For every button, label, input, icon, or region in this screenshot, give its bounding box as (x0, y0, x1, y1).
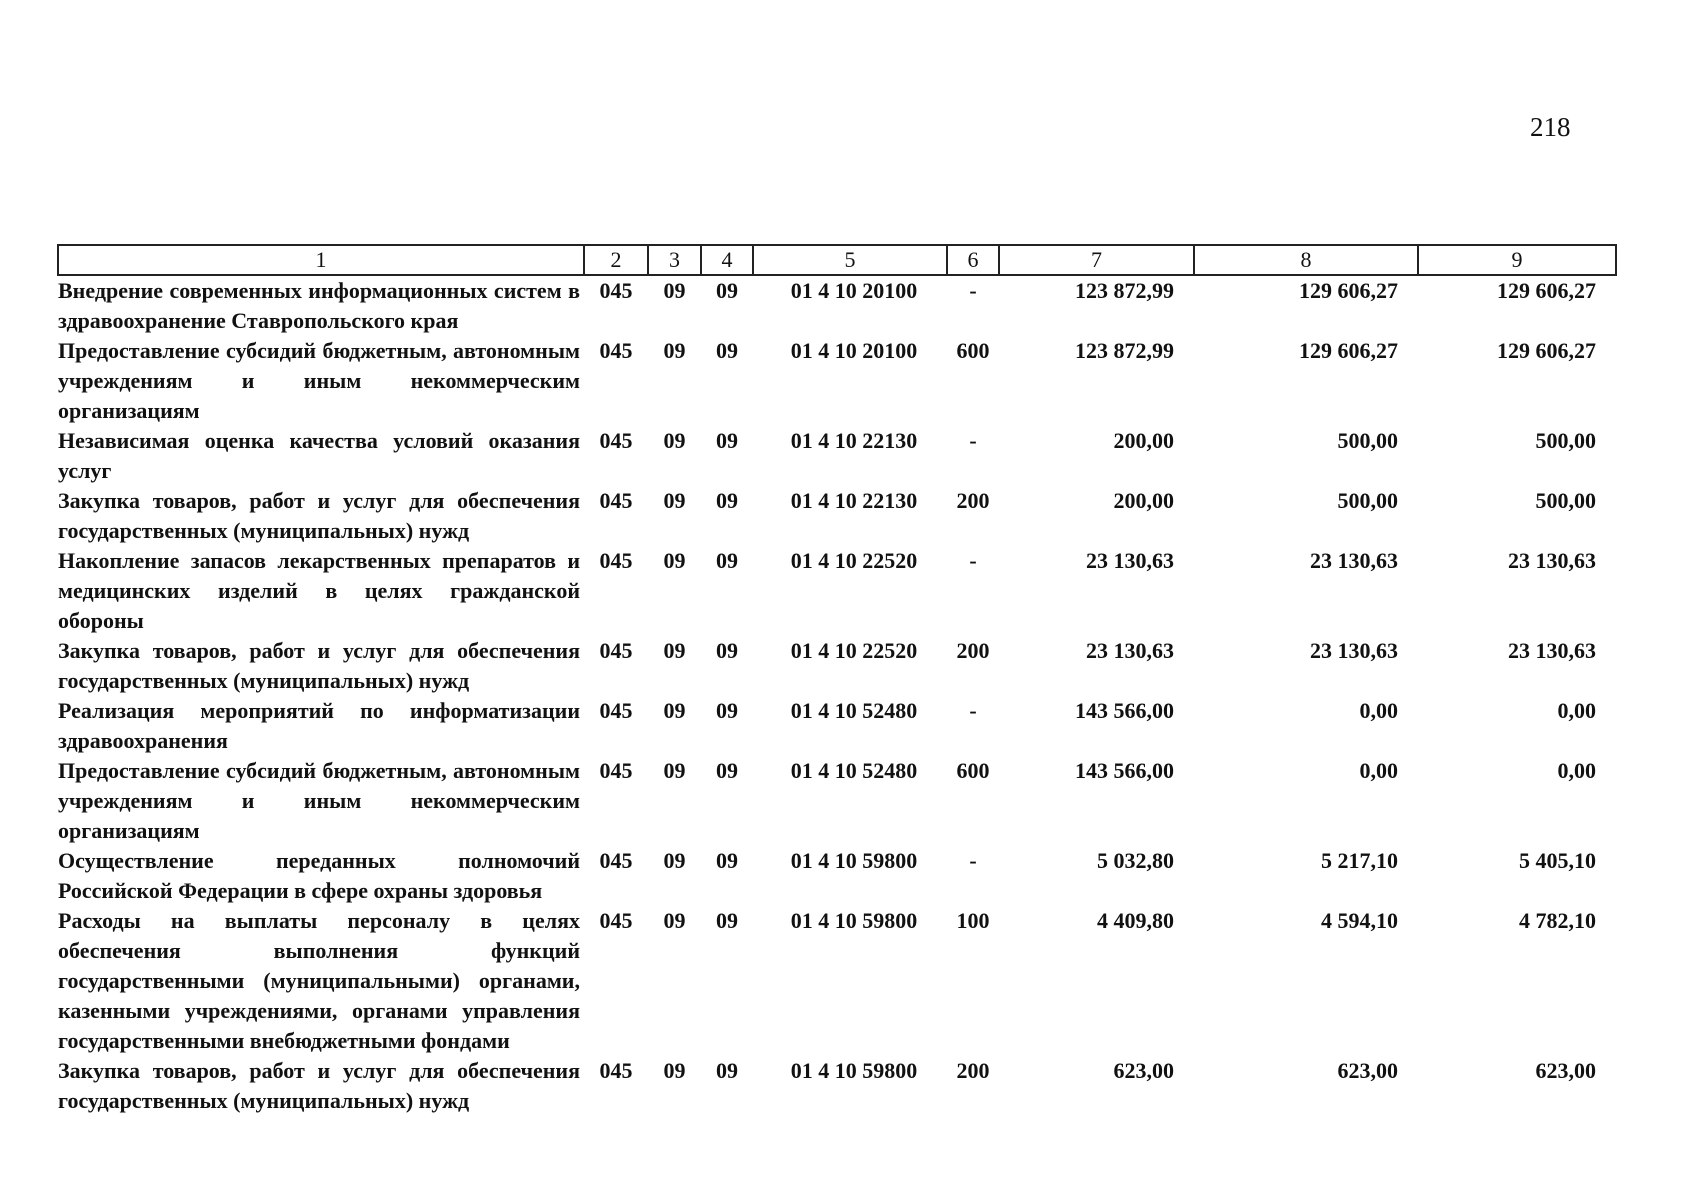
table-row (58, 1056, 1616, 1116)
table-row (58, 756, 1616, 846)
page-number: 218 (1530, 112, 1571, 142)
header-row (58, 245, 1616, 275)
cell-col-4: 09 (716, 278, 738, 303)
cell-col-7: 143 566,00 (1075, 758, 1174, 783)
cell-col-9: 0,00 (1557, 758, 1596, 783)
cell-col-7: 23 130,63 (1086, 548, 1174, 573)
cell-col-5: 01 4 10 59800 (790, 908, 918, 933)
cell-col-9: 23 130,63 (1508, 548, 1596, 573)
table-row (58, 546, 1616, 636)
cell-col-3: 09 (663, 758, 686, 783)
cell-col-5: 01 4 10 52480 (790, 758, 918, 783)
cell-col-2: 045 (599, 1058, 633, 1083)
cell-col-7: 143 566,00 (1075, 698, 1174, 723)
cell-col-9: 23 130,63 (1508, 638, 1596, 663)
table-row (58, 636, 1616, 696)
cell-col-5: 01 4 10 20100 (790, 338, 918, 363)
cell-col-6: - (969, 548, 977, 573)
table-row (58, 426, 1616, 486)
cell-col-3: 09 (663, 698, 686, 723)
header-col-5: 5 (753, 245, 947, 275)
cell-col-5: 01 4 10 22520 (790, 638, 918, 663)
cell-col-2: 045 (599, 848, 633, 873)
cell-col-3: 09 (663, 278, 686, 303)
cell-col-2: 045 (599, 488, 633, 513)
cell-col-2: 045 (599, 758, 633, 783)
cell-col-8: 623,00 (1337, 1058, 1398, 1083)
table-row (58, 336, 1616, 426)
cell-col-5: 01 4 10 59800 (790, 848, 918, 873)
cell-col-8: 23 130,63 (1310, 548, 1398, 573)
cell-col-6: 200 (956, 638, 990, 663)
cell-col-4: 09 (716, 488, 738, 513)
cell-name: Независимая оценка качества условий оказания услуг (58, 428, 580, 483)
cell-col-8: 4 594,10 (1321, 908, 1398, 933)
cell-name: Реализация мероприятий по информатизации здравоохранения (58, 698, 580, 753)
cell-name: Накопление запасов лекарственных препаратов и медицинских изделий в целях гражданской обороны (58, 548, 580, 633)
cell-col-5: 01 4 10 59800 (790, 1058, 918, 1083)
cell-col-4: 09 (716, 338, 738, 363)
cell-col-3: 09 (663, 1058, 686, 1083)
header-col-1: 1 (58, 245, 584, 275)
cell-col-7: 5 032,80 (1097, 848, 1174, 873)
cell-col-5: 01 4 10 52480 (790, 698, 918, 723)
cell-col-7: 200,00 (1113, 488, 1174, 513)
cell-col-4: 09 (716, 908, 738, 933)
cell-name: Расходы на выплаты персоналу в целях обеспечения выполнения функций государственными (муниципальными) органами, казенными учреждениями, органами управления государственными внебюджетными фондами (58, 908, 580, 1053)
table-row (58, 486, 1616, 546)
cell-col-6: 100 (956, 908, 990, 933)
table-body (58, 275, 1616, 1116)
cell-col-4: 09 (716, 638, 738, 663)
table-row (58, 846, 1616, 906)
cell-col-9: 500,00 (1535, 428, 1596, 453)
cell-col-6: 200 (956, 1058, 990, 1083)
cell-col-3: 09 (663, 428, 686, 453)
cell-name: Закупка товаров, работ и услуг для обеспечения государственных (муниципальных) нужд (58, 1058, 580, 1113)
cell-name: Закупка товаров, работ и услуг для обеспечения государственных (муниципальных) нужд (58, 488, 580, 543)
cell-col-5: 01 4 10 20100 (790, 278, 918, 303)
cell-name: Предоставление субсидий бюджетным, автономным учреждениям и иным некоммерческим организациям (58, 758, 580, 843)
cell-col-3: 09 (663, 848, 686, 873)
cell-col-8: 500,00 (1337, 488, 1398, 513)
cell-col-6: 200 (956, 488, 990, 513)
cell-col-6: 600 (956, 338, 990, 363)
cell-col-9: 4 782,10 (1519, 908, 1596, 933)
cell-col-4: 09 (716, 758, 738, 783)
cell-col-7: 123 872,99 (1075, 338, 1174, 363)
cell-name: Закупка товаров, работ и услуг для обеспечения государственных (муниципальных) нужд (58, 638, 580, 693)
cell-col-9: 0,00 (1557, 698, 1596, 723)
header-col-4: 4 (701, 245, 753, 275)
cell-col-7: 123 872,99 (1075, 278, 1174, 303)
cell-col-9: 129 606,27 (1497, 338, 1596, 363)
cell-col-5: 01 4 10 22520 (790, 548, 918, 573)
cell-col-7: 23 130,63 (1086, 638, 1174, 663)
cell-col-3: 09 (663, 908, 686, 933)
cell-col-4: 09 (716, 548, 738, 573)
cell-col-2: 045 (599, 908, 633, 933)
table-row (58, 906, 1616, 1056)
cell-col-4: 09 (716, 428, 738, 453)
cell-col-2: 045 (599, 638, 633, 663)
cell-col-8: 5 217,10 (1321, 848, 1398, 873)
cell-col-7: 623,00 (1113, 1058, 1174, 1083)
cell-col-9: 623,00 (1535, 1058, 1596, 1083)
budget-table (57, 244, 1617, 1116)
cell-col-2: 045 (599, 548, 633, 573)
cell-col-2: 045 (599, 698, 633, 723)
cell-col-8: 500,00 (1337, 428, 1398, 453)
cell-col-6: - (969, 698, 977, 723)
cell-col-4: 09 (716, 698, 738, 723)
cell-col-8: 129 606,27 (1299, 338, 1398, 363)
cell-col-3: 09 (663, 338, 686, 363)
cell-col-6: - (969, 278, 977, 303)
cell-name: Предоставление субсидий бюджетным, автономным учреждениям и иным некоммерческим организациям (58, 338, 580, 423)
cell-col-5: 01 4 10 22130 (790, 428, 918, 453)
cell-col-3: 09 (663, 488, 686, 513)
cell-col-8: 0,00 (1359, 698, 1398, 723)
cell-col-8: 129 606,27 (1299, 278, 1398, 303)
header-col-7: 7 (999, 245, 1194, 275)
header-col-3: 3 (648, 245, 701, 275)
cell-col-8: 23 130,63 (1310, 638, 1398, 663)
table-row (58, 696, 1616, 756)
cell-col-3: 09 (663, 548, 686, 573)
cell-col-2: 045 (599, 428, 633, 453)
table-row (58, 275, 1616, 336)
cell-col-4: 09 (716, 1058, 738, 1083)
cell-col-6: - (969, 848, 977, 873)
cell-col-8: 0,00 (1359, 758, 1398, 783)
cell-col-9: 500,00 (1535, 488, 1596, 513)
cell-name: Внедрение современных информационных систем в здравоохранение Ставропольского края (58, 278, 580, 333)
header-col-2: 2 (584, 245, 648, 275)
cell-col-9: 129 606,27 (1497, 278, 1596, 303)
cell-col-5: 01 4 10 22130 (790, 488, 918, 513)
cell-col-2: 045 (599, 338, 633, 363)
header-col-8: 8 (1194, 245, 1418, 275)
cell-col-7: 200,00 (1113, 428, 1174, 453)
header-col-6: 6 (947, 245, 999, 275)
cell-col-2: 045 (599, 278, 633, 303)
table-header (58, 245, 1616, 275)
cell-name: Осуществление переданных полномочий Российской Федерации в сфере охраны здоровья (58, 848, 580, 903)
cell-col-9: 5 405,10 (1519, 848, 1596, 873)
cell-col-6: - (969, 428, 977, 453)
header-col-9: 9 (1418, 245, 1616, 275)
cell-col-6: 600 (956, 758, 990, 783)
cell-col-7: 4 409,80 (1097, 908, 1174, 933)
cell-col-4: 09 (716, 848, 738, 873)
cell-col-3: 09 (663, 638, 686, 663)
